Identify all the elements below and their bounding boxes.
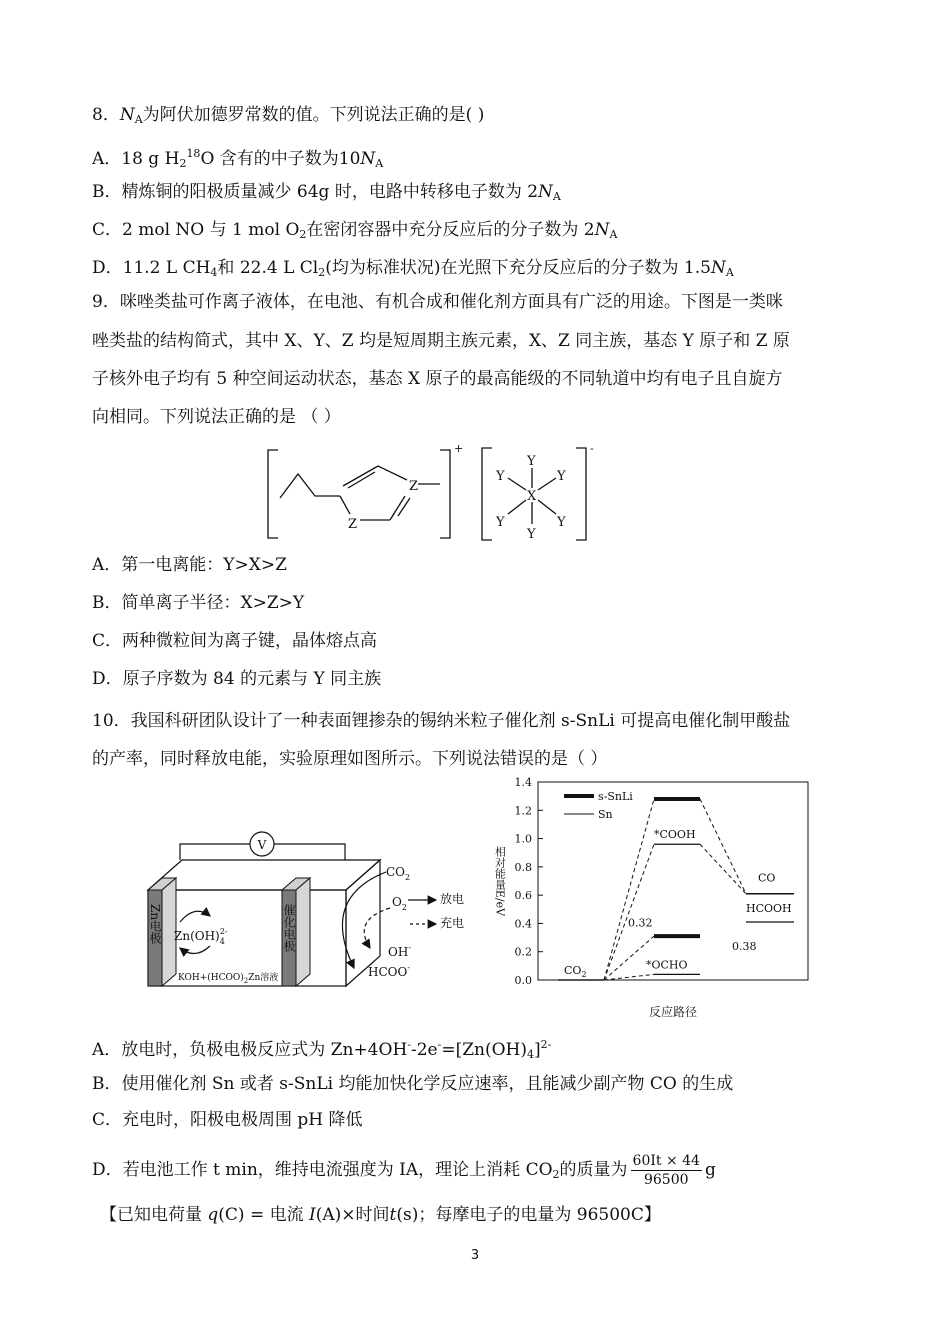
mass-fraction: $\frac{60It \times 44}{96500}$ — [632, 1153, 700, 1188]
zincate-ion: $Zn(OH)_42-$ — [174, 927, 228, 946]
s-SnLi-connector — [700, 799, 746, 894]
atom-z: Z — [409, 479, 419, 494]
imidazolium-structure — [260, 438, 600, 550]
q9-option-c: C．两种微粒间为离子键，晶体熔点高 — [92, 631, 378, 651]
y-tick-label: 1.4 — [514, 776, 532, 789]
voltmeter-label: V — [257, 838, 267, 852]
y-tick-label: 1.0 — [514, 832, 532, 846]
hcooh-level-label: HCOOH — [746, 902, 792, 916]
Sn-connector — [604, 974, 654, 980]
q8-option-b: B．精炼铜的阳极质量减少 64g 时，电路中转移电子数为 $2N_A$ — [92, 182, 561, 203]
co2-level-label: $CO_2$ — [564, 964, 587, 979]
atom-y: Y — [557, 469, 566, 484]
y-tick-label: 0.6 — [514, 889, 532, 903]
q9-line-1: 9．咪唑类盐可作离子液体，在电池、有机合成和催化剂方面具有广泛的用途。下图是一类咪 — [92, 292, 783, 312]
Sn-connector — [700, 844, 746, 894]
q8-option-a: A．18 g $H_2^{18}O$ 含有的中子数为$10N_A$ — [92, 147, 384, 170]
s-SnLi-connector — [604, 799, 654, 980]
q10-note: 【已知电荷量 q(C) = 电流 I(A)×时间t(s)；每摩电子的电量为 96500C】 — [100, 1205, 661, 1225]
q10-option-c: C．充电时，阳极电极周围 pH 降低 — [92, 1110, 363, 1130]
co2-label: $CO_2$ — [386, 865, 411, 882]
charge-label: 充电 — [440, 916, 465, 930]
anion-charge: - — [590, 442, 594, 455]
q10-option-a: A．放电时，负极电极反应式为 $Zn+4OH^--2e^-=[Zn(OH)_4]^{2-}$ — [92, 1038, 552, 1061]
q10-line-2: 的产率，同时释放电能，实验原理如图所示。下列说法错误的是（ ） — [92, 749, 608, 769]
atom-y: Y — [496, 515, 505, 530]
formate-label: HCOO- — [368, 963, 411, 979]
legend-label-snli: s-SnLi — [598, 790, 633, 803]
atom-y: Y — [527, 527, 536, 542]
q8-option-d: D．11.2 L $CH_4$和 22.4 L $Cl_2$(均为标准状况)在光照下充分反应后的分子数为 $1.5N_A$ — [92, 258, 734, 279]
battery-diagram — [140, 828, 485, 993]
zn-electrode-label: Zn电极 — [148, 904, 162, 945]
discharge-label: 放电 — [440, 892, 465, 906]
q9-line-4: 向相同。下列说法正确的是 （ ） — [92, 407, 341, 427]
atom-z: Z — [348, 517, 358, 532]
hydroxide-label: OH- — [388, 943, 412, 959]
atom-y: Y — [527, 454, 536, 469]
y-tick-label: 0.2 — [514, 945, 532, 959]
cooh-level-label: *COOH — [654, 828, 696, 842]
page-number: 3 — [470, 1248, 480, 1263]
q10-option-d: D．若电池工作 t min，维持电流强度为 IA，理论上消耗 $CO_2$的质量为 $\frac{60It \times 44}{96500}$ g — [92, 1153, 716, 1188]
electrolyte-label: $KOH+(HCOO)_2Zn$溶液 — [178, 973, 279, 985]
q8-stem: 8．$N_A$为阿伏加德罗常数的值。下列说法正确的是( ) — [92, 105, 485, 126]
energy-profile-chart — [488, 774, 818, 1024]
barrier-annotation: 0.32 — [628, 916, 653, 930]
legend-label-sn: Sn — [598, 808, 613, 821]
co-level-label: CO — [758, 871, 776, 885]
x-axis-label: 反应路径 — [648, 1005, 698, 1019]
barrier-annotation: 0.38 — [732, 940, 757, 954]
q8-option-c: C．2 mol NO 与 1 mol $O_2$在密闭容器中充分反应后的分子数为 $2N_A$ — [92, 220, 618, 241]
q10-line-1: 10．我国科研团队设计了一种表面锂掺杂的锡纳米粒子催化剂 s-SnLi 可提高电催化制甲酸盐 — [92, 711, 791, 731]
cation-charge: + — [454, 442, 464, 455]
o2-label: $O_2$ — [392, 895, 407, 912]
atom-y: Y — [557, 515, 566, 530]
q9-line-3: 子核外电子均有 5 种空间运动状态，基态 X 原子的最高能级的不同轨道中均有电子且自旋方 — [92, 369, 783, 389]
catalyst-electrode-label: 催化电极 — [282, 904, 296, 952]
y-tick-label: 0.0 — [514, 974, 532, 987]
y-tick-label: 0.8 — [514, 860, 532, 874]
atom-y: Y — [496, 469, 505, 484]
q9-line-2: 唑类盐的结构简式，其中 X、Y、Z 均是短周期主族元素，X、Z 同主族，基态 Y 原子和 Z 原 — [92, 331, 790, 351]
y-tick-label: 0.4 — [514, 917, 532, 931]
q9-option-b: B．简单离子半径：X>Z>Y — [92, 593, 305, 613]
q9-option-d: D．原子序数为 84 的元素与 Y 同主族 — [92, 669, 382, 689]
q9-option-a: A．第一电离能：Y>X>Z — [92, 555, 287, 575]
ocho-level-label: *OCHO — [646, 958, 688, 972]
y-axis-label: 相对能量E/eV — [493, 845, 507, 917]
y-tick-label: 1.2 — [514, 804, 532, 818]
q10-option-b: B．使用催化剂 Sn 或者 s-SnLi 均能加快化学反应速率，且能减少副产物 CO 的生成 — [92, 1074, 734, 1094]
atom-x: X — [527, 489, 537, 504]
